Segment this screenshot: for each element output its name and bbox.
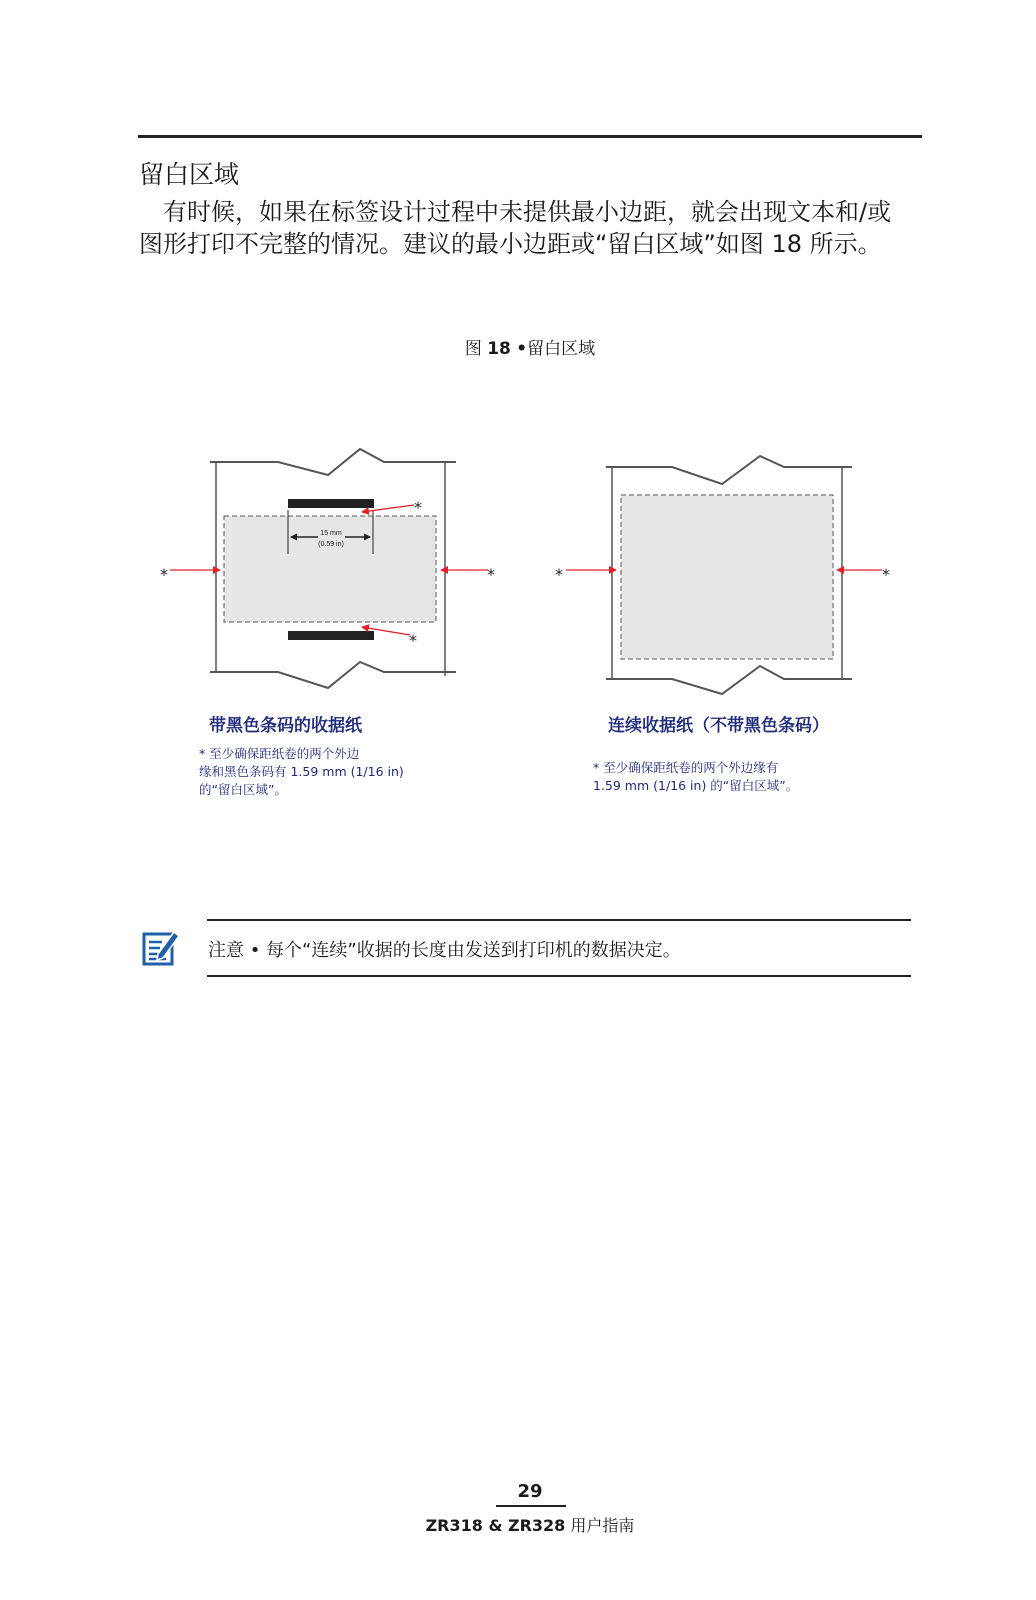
footer (0, 1513, 1036, 1536)
top-rule (138, 135, 922, 138)
page-number-rule (496, 1505, 566, 1507)
left-diagram-title: 带黑色条码的收据纸 (209, 716, 362, 736)
clear-zone-figure (0, 440, 1036, 700)
figure-number: 18 (487, 339, 511, 359)
section-body: 有时候，如果在标签设计过程中未提供最小边距，就会出现文本和/或图形打印不完整的情况。建议的最小边距或“留白区域”如图 18 所示。 (139, 198, 892, 258)
right-diagram-title: 连续收据纸（不带黑色条码） (608, 716, 829, 736)
section-title: 留白区域 (139, 160, 240, 189)
figure-label: 图 (464, 339, 482, 359)
right-print-area (621, 495, 833, 659)
right-diagram (555, 456, 890, 694)
note-rule-top (207, 919, 911, 921)
footer-guide: 用户指南 (570, 1516, 635, 1535)
left-diagram (160, 449, 495, 688)
left-asterisk-bottom: * (409, 631, 417, 650)
left-black-bar-bottom (288, 631, 374, 640)
dimension-in-label: (0.59 in) (318, 541, 344, 548)
figure-separator: • (516, 339, 528, 359)
left-asterisk-west: * (160, 565, 168, 584)
right-asterisk-east: * (882, 565, 890, 584)
right-asterisk-west: * (555, 565, 563, 584)
page-number: 29 (517, 1481, 543, 1502)
figure-caption (0, 334, 1036, 359)
left-diagram-note: * 至少确保距纸卷的两个外边 缘和黑色条码有 1.59 mm (1/16 in) 的“留白区域”。 (199, 746, 404, 797)
figure-title: 留白区域 (527, 339, 596, 359)
note-rule-bottom (207, 975, 911, 977)
left-black-bar-top (288, 499, 374, 508)
left-asterisk-east: * (487, 565, 495, 584)
footer-product: ZR318 & ZR328 (425, 1516, 566, 1535)
dimension-mm-label: 15 mm (320, 530, 342, 537)
note-text: 注意 • 每个“连续”收据的长度由发送到打印机的数据决定。 (208, 940, 681, 961)
right-diagram-note: * 至少确保距纸卷的两个外边缘有 1.59 mm (1/16 in) 的“留白区域”。 (593, 760, 799, 793)
left-asterisk-top: * (414, 498, 422, 517)
note-pencil-icon (142, 928, 180, 966)
